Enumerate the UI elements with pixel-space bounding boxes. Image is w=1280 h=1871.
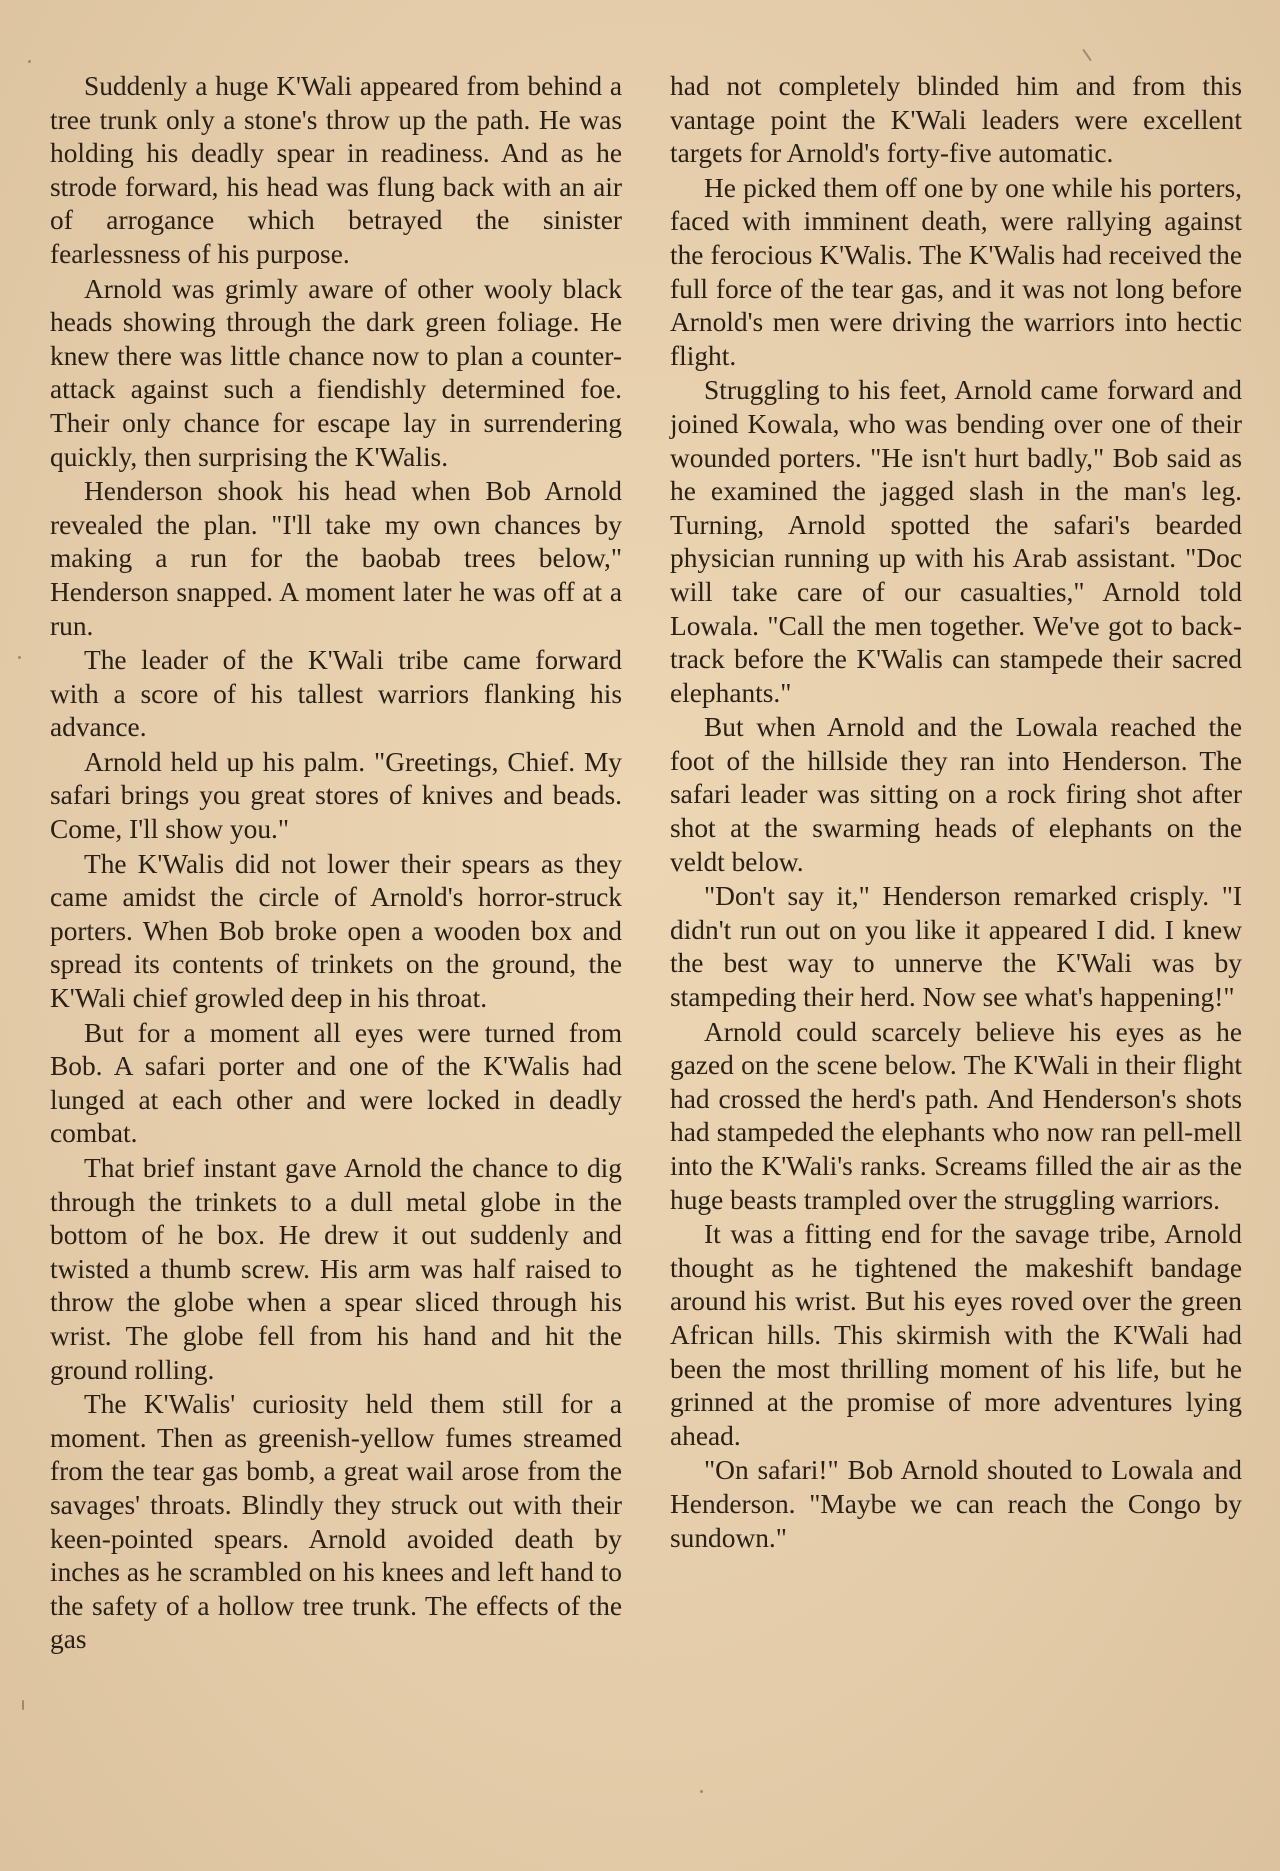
paper-speck	[1082, 49, 1092, 62]
paper-speck	[700, 1790, 703, 1793]
paragraph: It was a fitting end for the savage tribe, Arnold thought as he tightened the makeshift bandage around his wrist. But his eyes roved over the green African hills. This skirmish with the K'Wali had been the most thrilling moment of his life, but he grinned at the promise of more adventures lying ahead.	[670, 1219, 1242, 1451]
paragraph: Arnold held up his palm. "Greetings, Chief. My safari brings you great stores of knives and beads. Come, I'll show you."	[50, 746, 622, 845]
paragraph: "Don't say it," Henderson remarked crisply. "I didn't run out on you like it appeared I did. I knew the best way to unnerve the K'Wali was by stampeding their herd. Now see what's happening!"	[670, 881, 1242, 1013]
paragraph: Suddenly a huge K'Wali appeared from behind a tree trunk only a stone's throw up the path. He was holding his deadly spear in readiness. And as he strode forward, his head was flung back with an air of arrogance which betrayed the sinister fearlessness of his purpose.	[50, 71, 622, 269]
paper-speck	[28, 60, 31, 63]
paragraph: That brief instant gave Arnold the chance to dig through the trinkets to a dull metal globe in the bottom of he box. He drew it out suddenly and twisted a thumb screw. His arm was half raised to throw the globe when a spear sliced through his wrist. The globe fell from his hand and hit the ground rolling.	[50, 1153, 622, 1385]
continued-paragraph: had not completely blinded him and from this vantage point the K'Wali leaders were excellent targets for Arnold's forty-five automatic.	[670, 71, 1242, 169]
left-text-column	[50, 70, 622, 1658]
paragraph: But for a moment all eyes were turned from Bob. A safari porter and one of the K'Walis had lunged at each other and were locked in deadly combat.	[50, 1017, 622, 1149]
paragraph: He picked them off one by one while his porters, faced with imminent death, were rallying against the ferocious K'Walis. The K'Walis had received the full force of the tear gas, and it was not long before Arnold's men were driving the warriors into hectic flight.	[670, 172, 1242, 371]
paper-speck	[18, 656, 21, 659]
right-text-column	[670, 70, 1242, 1556]
paragraph: Arnold was grimly aware of other wooly black heads showing through the dark green foliage. He knew there was little chance now to plan a counter-attack against such a fiendishly determined foe. Their only chance for escape lay in surrendering quickly, then surprising the K'Walis.	[50, 273, 622, 472]
paragraph: The leader of the K'Wali tribe came forward with a score of his tallest warriors flanking his advance.	[50, 645, 622, 743]
paper-speck	[22, 1700, 24, 1710]
paragraph: Struggling to his feet, Arnold came forward and joined Kowala, who was bending over one of their wounded porters. "He isn't hurt badly," Bob said as he examined the jagged slash in the man's leg. Turning, Arnold spotted the safari's bearded physician running up with his Arab assistant. "Doc will take care of our casualties," Arnold told Lowala. "Call the men together. We've got to back-track before the K'Walis can stampede their sacred elephants."	[670, 375, 1242, 708]
paragraph: Arnold could scarcely believe his eyes as he gazed on the scene below. The K'Wali in their flight had crossed the herd's path. And Henderson's shots had stampeded the elephants who now ran pell-mell into the K'Wali's ranks. Screams filled the air as the huge beasts trampled over the struggling warriors.	[670, 1016, 1242, 1215]
paragraph: Henderson shook his head when Bob Arnold revealed the plan. "I'll take my own chances by making a run for the baobab trees below," Henderson snapped. A moment later he was off at a run.	[50, 476, 622, 641]
paragraph: The K'Walis did not lower their spears as they came amidst the circle of Arnold's horror-struck porters. When Bob broke open a wooden box and spread its contents of trinkets on the ground, the K'Wali chief growled deep in his throat.	[50, 848, 622, 1014]
paragraph: But when Arnold and the Lowala reached the foot of the hillside they ran into Henderson. The safari leader was sitting on a rock firing shot after shot at the swarming heads of elephants on the veldt below.	[670, 712, 1242, 877]
paragraph: "On safari!" Bob Arnold shouted to Lowala and Henderson. "Maybe we can reach the Congo by sundown."	[670, 1455, 1242, 1553]
paragraph: The K'Walis' curiosity held them still for a moment. Then as greenish-yellow fumes streamed from the tear gas bomb, a great wail arose from the savages' throats. Blindly they struck out with their keen-pointed spears. Arnold avoided death by inches as he scrambled on his knees and left hand to the safety of a hollow tree trunk. The effects of the gas	[50, 1389, 622, 1655]
